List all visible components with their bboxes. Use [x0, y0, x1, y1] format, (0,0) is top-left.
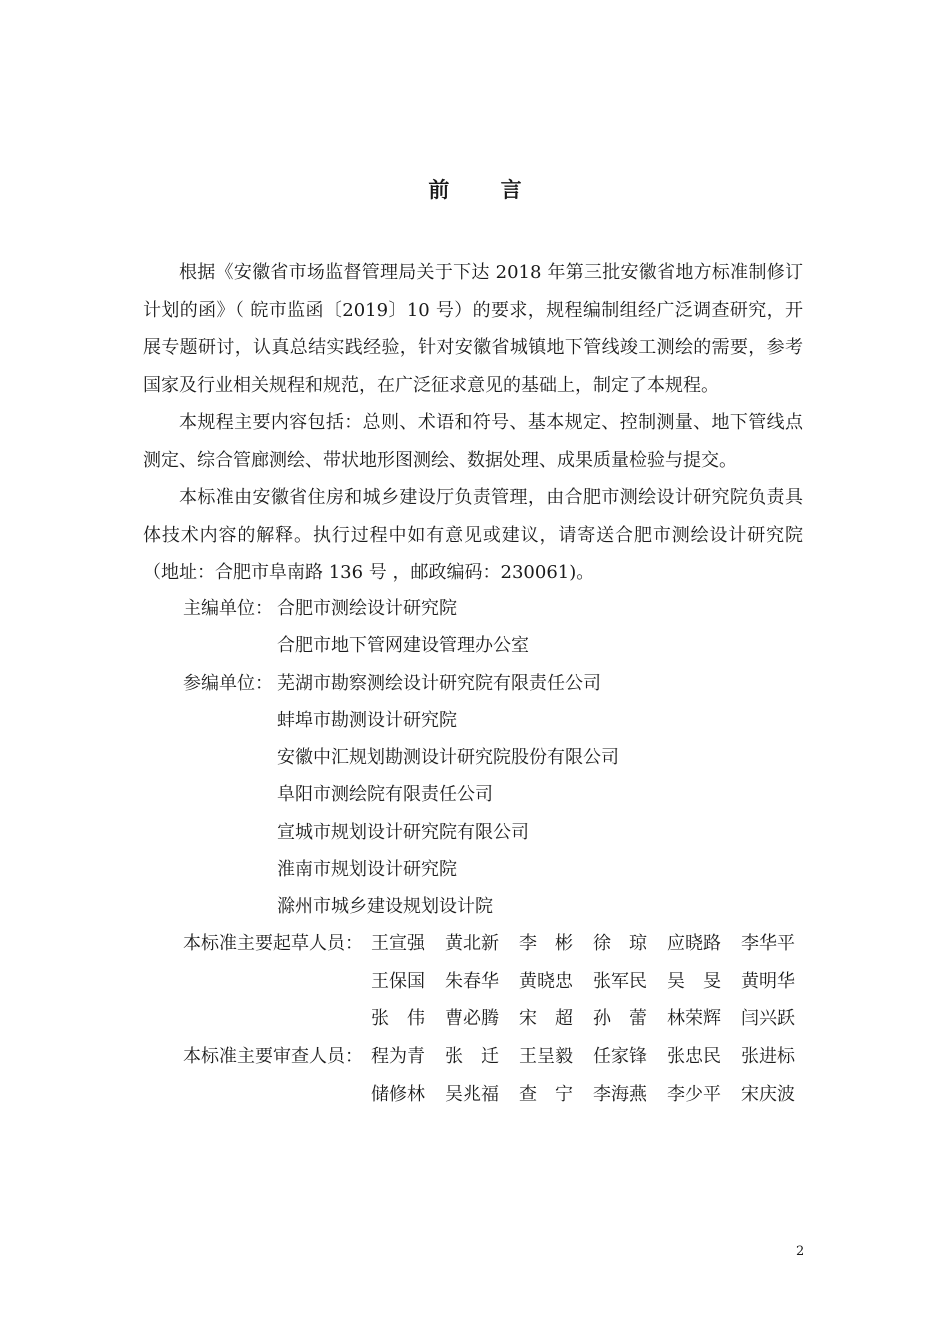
drafter-name: 徐 琼: [593, 933, 647, 954]
participating-unit-row: [183, 665, 619, 702]
drafters-row: [183, 963, 815, 1001]
organization-list: [183, 590, 619, 926]
intro-paragraph-1: [143, 254, 803, 404]
drafter-name: 张军民: [593, 970, 647, 992]
paragraph-text: 根据《安徽省市场监督管理局关于下达 2018 年第三批安徽省地方标准制修订计划的函》（ 皖市监函〔2019〕10 号）的要求，规程编制组经广泛调查研究，开展专题研讨，认真总结实践经验，针对安徽省城镇地下管线竣工测绘的需要，参考国家及行业相关规程和规范，在广泛征求意见的基础上，制定了本规程。: [143, 262, 803, 396]
drafter-name: 李华平: [741, 933, 795, 954]
chief-unit: 合肥市测绘设计研究院: [277, 598, 457, 619]
reviewer-name: 张忠民: [667, 1046, 721, 1067]
drafter-name: 黄晓忠: [519, 970, 573, 992]
reviewer-name: 王呈毅: [519, 1046, 573, 1067]
participating-unit: 芜湖市勘察测绘设计研究院有限责任公司: [277, 672, 601, 694]
drafter-name: 张 伟: [371, 1008, 425, 1029]
drafters-row: [183, 925, 815, 963]
intro-paragraph-3: [143, 479, 803, 592]
chief-unit-row: [183, 590, 619, 627]
drafter-name: 孙 蕾: [593, 1008, 647, 1029]
reviewers-label: 本标准主要审查人员：: [183, 1046, 363, 1067]
reviewer-name: 任家锋: [593, 1046, 647, 1067]
drafter-name: 黄北新: [445, 933, 499, 954]
reviewers-row: [183, 1076, 815, 1114]
drafters-list: [183, 925, 815, 1038]
drafter-name: 闫兴跃: [741, 1008, 795, 1029]
drafter-name: 黄明华: [741, 970, 795, 992]
chief-unit: 合肥市地下管网建设管理办公室: [277, 635, 529, 657]
participating-unit-row: [183, 814, 619, 851]
page-number: 2: [796, 1244, 805, 1259]
reviewers-list: [183, 1038, 815, 1113]
participating-unit: 蚌埠市勘测设计研究院: [277, 709, 457, 731]
participating-units-label: 参编单位：: [183, 672, 273, 694]
paragraph-text: 本标准由安徽省住房和城乡建设厅负责管理，由合肥市测绘设计研究院负责具体技术内容的解释。执行过程中如有意见或建议，请寄送合肥市测绘设计研究院（地址：合肥市阜南路 136 号 ，邮政编码：230061)。: [143, 487, 803, 583]
participating-unit: 滁州市城乡建设规划设计院: [277, 896, 493, 918]
drafter-name: 吴 旻: [667, 970, 721, 992]
drafter-name: 宋 超: [519, 1008, 573, 1029]
participating-unit: 安徽中汇规划勘测设计研究院股份有限公司: [277, 747, 619, 769]
reviewer-name: 储修林: [371, 1083, 425, 1105]
chief-units-label: 主编单位：: [183, 598, 273, 619]
participating-unit-row: [183, 702, 619, 739]
drafter-name: 应晓路: [667, 933, 721, 954]
reviewer-name: 张 迁: [445, 1046, 499, 1067]
intro-paragraph-2: [143, 404, 803, 479]
reviewer-name: 李海燕: [593, 1083, 647, 1105]
reviewers-row: [183, 1038, 815, 1076]
drafter-name: 朱春华: [445, 970, 499, 992]
reviewer-name: 张进标: [741, 1046, 795, 1067]
reviewer-name: 程为青: [371, 1046, 425, 1067]
participating-unit: 淮南市规划设计研究院: [277, 859, 457, 881]
drafter-name: 王保国: [371, 970, 425, 992]
participating-unit: 阜阳市测绘院有限责任公司: [277, 784, 493, 806]
chief-unit-row: [183, 627, 619, 664]
page-title: 前 言: [428, 178, 544, 202]
drafter-name: 曹必腾: [445, 1008, 499, 1029]
reviewer-name: 李少平: [667, 1083, 721, 1105]
reviewer-name: 宋庆波: [741, 1083, 795, 1105]
participating-unit-row: [183, 739, 619, 776]
drafter-name: 林荣辉: [667, 1008, 721, 1029]
drafters-row: [183, 1000, 815, 1038]
participating-unit-row: [183, 776, 619, 813]
drafters-label: 本标准主要起草人员：: [183, 933, 363, 954]
reviewer-name: 查 宁: [519, 1083, 573, 1105]
paragraph-text: 本规程主要内容包括：总则、术语和符号、基本规定、控制测量、地下管线点测定、综合管廊测绘、带状地形图测绘、数据处理、成果质量检验与提交。: [143, 412, 803, 471]
drafter-name: 李 彬: [519, 933, 573, 954]
reviewer-name: 吴兆福: [445, 1083, 499, 1105]
participating-unit: 宣城市规划设计研究院有限公司: [277, 821, 529, 843]
participating-unit-row: [183, 888, 619, 925]
participating-unit-row: [183, 851, 619, 888]
drafter-name: 王宣强: [371, 933, 425, 954]
